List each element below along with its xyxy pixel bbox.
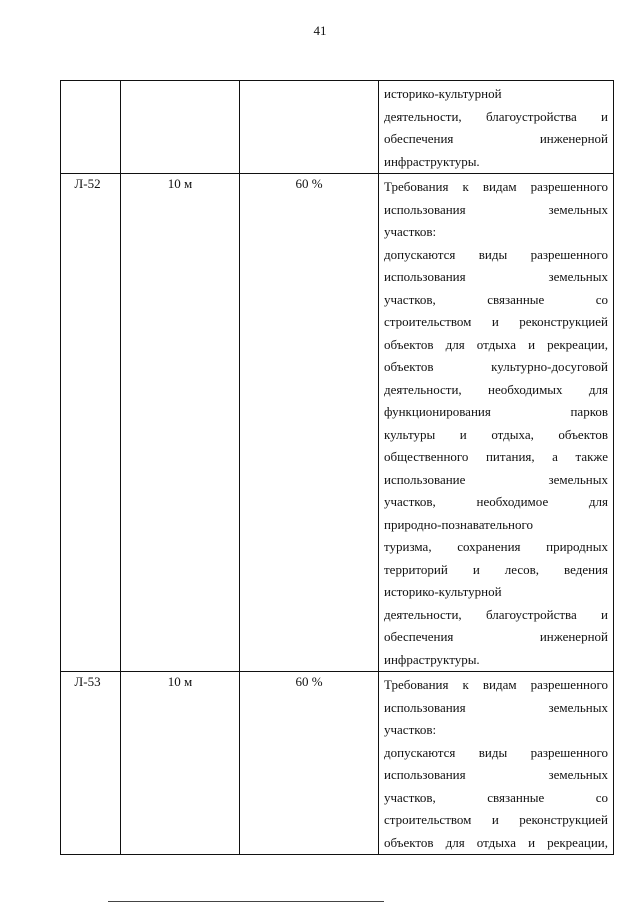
- text-line: объектов для отдыха и рекреации,: [384, 336, 608, 352]
- zone-code-cell: Л-52: [61, 174, 121, 672]
- text-line: участков:: [384, 722, 437, 737]
- bottom-rule: [108, 901, 384, 902]
- text-line: участков:: [384, 224, 437, 239]
- table-row: [61, 81, 614, 174]
- requirements-text-cell: [379, 672, 614, 855]
- zoning-table: [60, 80, 614, 855]
- text-line: допускаются виды разрешенного: [384, 744, 608, 760]
- text-line: историко-культурной: [384, 584, 502, 599]
- text-line: объектов культурно-досуговой: [384, 359, 608, 374]
- text-line: обеспечения инженерной: [384, 629, 608, 644]
- text-line: историко-культурной: [384, 86, 502, 101]
- text-line: деятельности, благоустройства и: [384, 108, 608, 124]
- page-number: 41: [313, 23, 327, 38]
- max-height-cell: 10 м: [121, 672, 240, 855]
- text-line: территорий и лесов, ведения: [384, 561, 608, 577]
- text-line: использования земельных: [384, 269, 608, 284]
- table-body: [61, 81, 614, 855]
- text-line: строительством и реконструкцией: [384, 314, 608, 329]
- text-line: природно-познавательного: [384, 516, 533, 532]
- text-line: общественного питания, а также: [384, 449, 608, 464]
- text-line: допускаются виды разрешенного: [384, 246, 608, 262]
- table-row: [61, 672, 614, 855]
- text-line: инфраструктуры.: [384, 651, 480, 667]
- text-line: деятельности, благоустройства и: [384, 606, 608, 622]
- text-line: функционирования парков: [384, 404, 608, 419]
- text-line: использование земельных: [384, 471, 608, 487]
- requirements-text-cell: [379, 81, 614, 174]
- text-line: использования земельных: [384, 201, 608, 217]
- max-height-cell: [121, 81, 240, 174]
- text-line: обеспечения инженерной: [384, 131, 608, 146]
- text-line: инфраструктуры.: [384, 153, 480, 169]
- text-line: участков, связанные со: [384, 789, 608, 805]
- text-line: объектов для отдыха и рекреации,: [384, 834, 608, 850]
- text-line: использования земельных: [384, 767, 608, 782]
- coverage-percent-cell: 60 %: [240, 174, 379, 672]
- text-line: культуры и отдыха, объектов: [384, 426, 608, 442]
- text-line: Требования к видам разрешенного: [384, 179, 608, 194]
- max-height-cell: 10 м: [121, 174, 240, 672]
- text-line: туризма, сохранения природных: [384, 539, 608, 554]
- text-line: строительством и реконструкцией: [384, 812, 608, 827]
- requirements-text-cell: [379, 174, 614, 672]
- text-line: участков, связанные со: [384, 291, 608, 307]
- text-line: участков, необходимое для: [384, 494, 608, 509]
- text-line: использования земельных: [384, 699, 608, 715]
- zone-code-cell: [61, 81, 121, 174]
- text-line: деятельности, необходимых для: [384, 381, 608, 397]
- coverage-percent-cell: [240, 81, 379, 174]
- text-line: Требования к видам разрешенного: [384, 677, 608, 692]
- zone-code-cell: Л-53: [61, 672, 121, 855]
- table-row: [61, 174, 614, 672]
- coverage-percent-cell: 60 %: [240, 672, 379, 855]
